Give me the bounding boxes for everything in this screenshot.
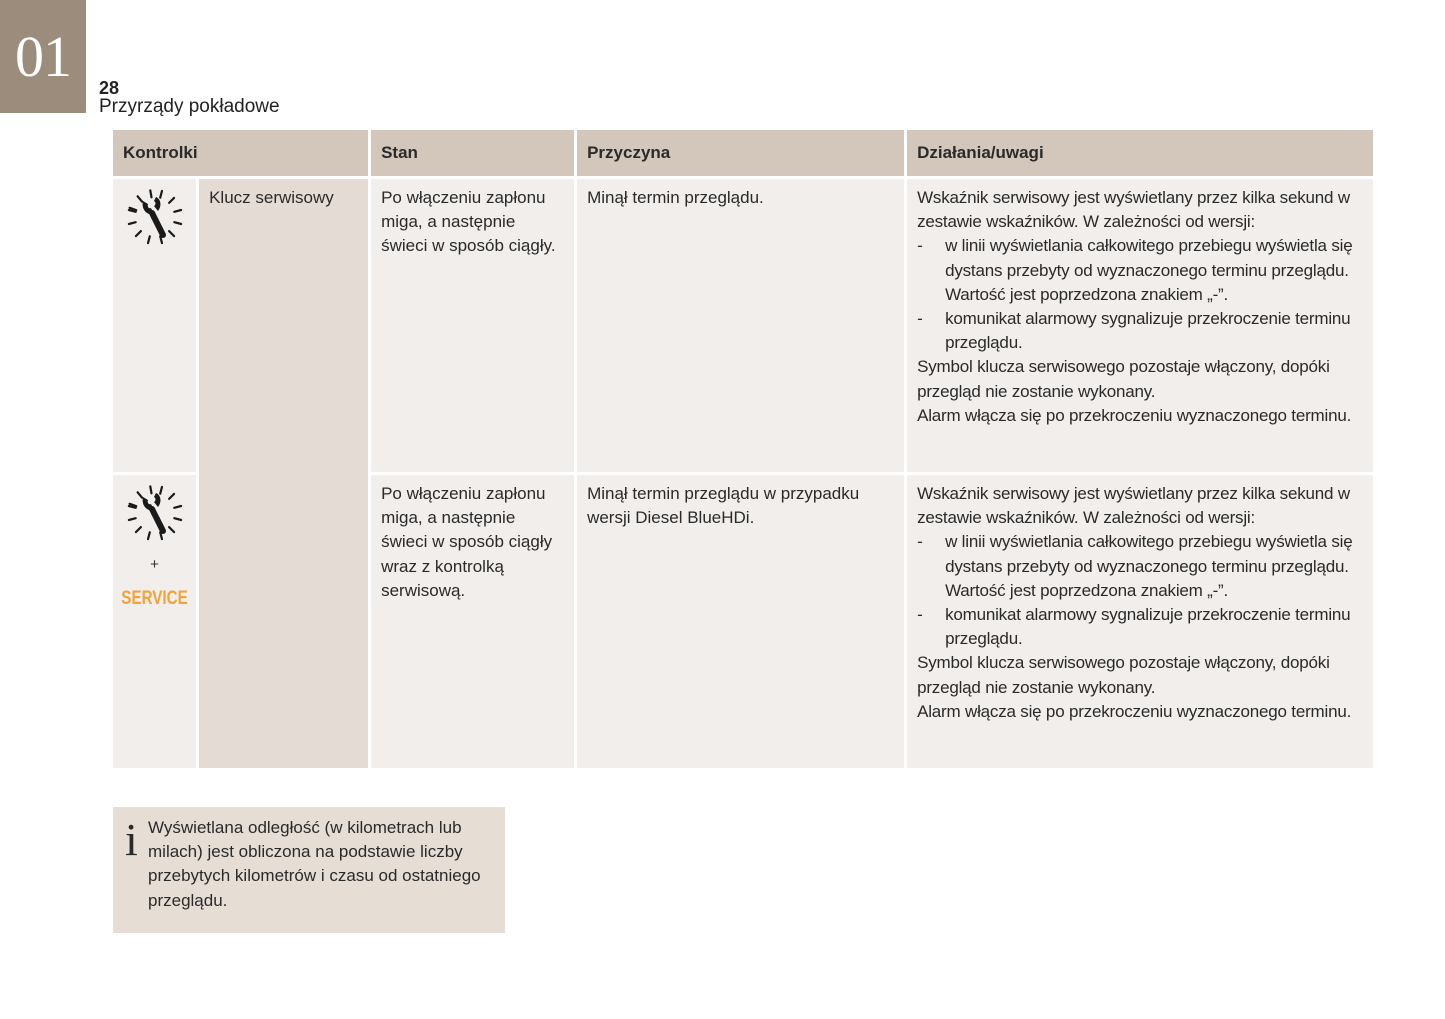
actions-list bbox=[917, 530, 1363, 651]
icon-cell bbox=[113, 179, 196, 472]
list-item bbox=[917, 234, 1363, 307]
state-text: Po włączeniu zapłonu miga, a następnie świeci w sposób ciągły wraz z kontrolką serwisową. bbox=[381, 484, 553, 600]
cause-text: Minął termin przeglądu w przypadku wersji Diesel BlueHDi. bbox=[587, 484, 860, 528]
actions-note: Symbol klucza serwisowego pozostaje włączony, dopóki przegląd nie zostanie wykonany. bbox=[917, 653, 1330, 697]
bullet-dash: - bbox=[917, 236, 923, 256]
warning-name-cell bbox=[199, 179, 368, 768]
list-item-text: w linii wyświetlania całkowitego przebiegu wyświetla się dystans przebyty od wyznaczonego terminu przeglądu. Wartość jest poprzedzona znakiem „-”. bbox=[945, 236, 1353, 304]
chapter-number: 01 bbox=[15, 24, 71, 89]
plus-sign: + bbox=[150, 556, 159, 573]
bullet-dash: - bbox=[917, 532, 923, 552]
state-cell bbox=[371, 475, 574, 768]
actions-cell bbox=[907, 475, 1373, 768]
actions-note: Alarm włącza się po przekroczeniu wyznaczonego terminu. bbox=[917, 701, 1352, 721]
actions-note: Alarm włącza się po przekroczeniu wyznaczonego terminu. bbox=[917, 405, 1352, 425]
actions-note: Symbol klucza serwisowego pozostaje włączony, dopóki przegląd nie zostanie wykonany. bbox=[917, 357, 1330, 401]
state-cell bbox=[371, 179, 574, 472]
wrench-warning-icon bbox=[127, 185, 183, 253]
actions-list bbox=[917, 234, 1363, 355]
info-icon: i bbox=[125, 814, 138, 865]
header-przyczyna: Przyczyna bbox=[577, 130, 904, 176]
list-item bbox=[917, 530, 1363, 603]
bullet-dash: - bbox=[917, 605, 923, 625]
cause-text: Minął termin przeglądu. bbox=[587, 188, 764, 207]
header-kontrolki: Kontrolki bbox=[113, 130, 368, 176]
table-header-row bbox=[113, 130, 1373, 176]
list-item bbox=[917, 603, 1363, 651]
icon-cell bbox=[113, 475, 196, 768]
cause-cell bbox=[577, 475, 904, 768]
chapter-tab bbox=[0, 0, 86, 113]
list-item-text: komunikat alarmowy sygnalizuje przekroczenie terminu przeglądu. bbox=[945, 309, 1351, 353]
list-item-text: komunikat alarmowy sygnalizuje przekroczenie terminu przeglądu. bbox=[945, 605, 1351, 649]
warning-lights-table bbox=[110, 127, 1376, 771]
actions-intro: Wskaźnik serwisowy jest wyświetlany przez kilka sekund w zestawie wskaźników. W zależności od wersji: bbox=[917, 484, 1350, 528]
actions-intro: Wskaźnik serwisowy jest wyświetlany przez kilka sekund w zestawie wskaźników. W zależności od wersji: bbox=[917, 188, 1350, 232]
service-warning-icon: SERVICE bbox=[121, 588, 188, 609]
bullet-dash: - bbox=[917, 309, 923, 329]
info-box bbox=[113, 807, 505, 933]
list-item bbox=[917, 307, 1363, 355]
table-row bbox=[113, 179, 1373, 472]
actions-cell bbox=[907, 179, 1373, 472]
cause-cell bbox=[577, 179, 904, 472]
wrench-warning-icon bbox=[127, 481, 183, 549]
warning-name: Klucz serwisowy bbox=[209, 188, 334, 207]
section-title: Przyrządy pokładowe bbox=[99, 96, 280, 117]
page-number: 28 bbox=[99, 78, 120, 98]
info-text: Wyświetlana odległość (w kilometrach lub milach) jest obliczona na podstawie liczby przebytych kilometrów i czasu od ostatniego przeglądu. bbox=[148, 818, 481, 910]
list-item-text: w linii wyświetlania całkowitego przebiegu wyświetla się dystans przebyty od wyznaczonego terminu przeglądu. Wartość jest poprzedzona znakiem „-”. bbox=[945, 532, 1353, 600]
header-stan: Stan bbox=[371, 130, 574, 176]
state-text: Po włączeniu zapłonu miga, a następnie świeci w sposób ciągły. bbox=[381, 188, 556, 256]
header-dzialania: Działania/uwagi bbox=[907, 130, 1373, 176]
